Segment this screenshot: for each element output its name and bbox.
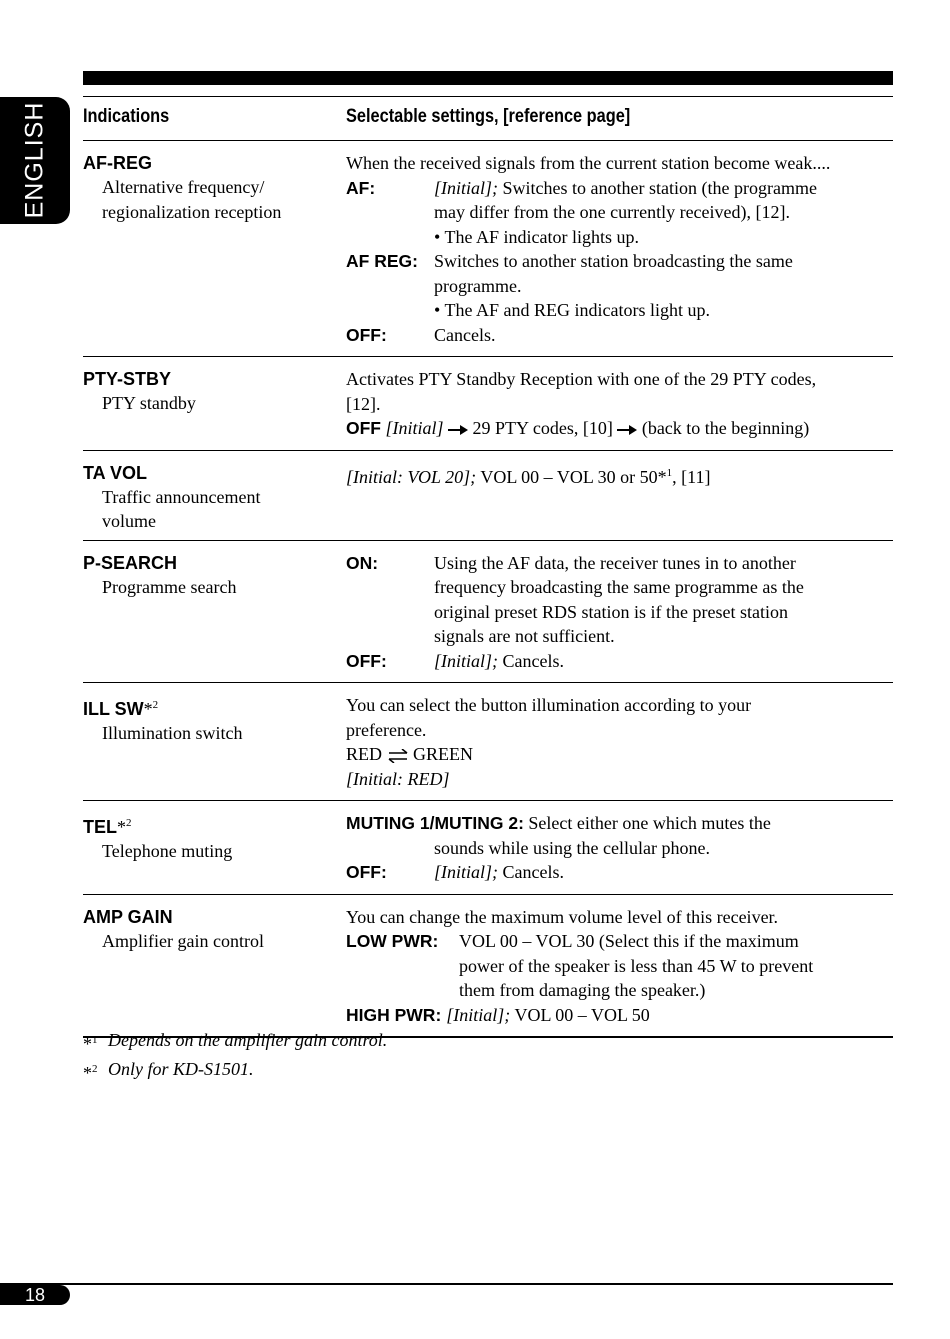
initial-label: [Initial: RED] <box>346 768 450 789</box>
setting-text: (back to the beginning) <box>641 418 810 438</box>
footnote-text: Only for KD-S1501. <box>108 1058 254 1079</box>
footnote-ref: 1 <box>666 466 673 479</box>
footnote-number: 2 <box>92 1062 98 1075</box>
footnote-mark: * <box>83 1034 92 1054</box>
indication-desc: Telephone muting <box>102 841 233 861</box>
initial-label: [Initial]; <box>434 862 499 882</box>
table-row <box>83 541 893 684</box>
setting-text: Cancels. <box>498 650 564 671</box>
footnote-mark: * <box>83 1062 92 1083</box>
setting-text: When the received signals from the current station become weak.... <box>346 153 831 173</box>
setting-text: 29 PTY codes, [10] <box>472 418 613 438</box>
option-key: OFF: <box>346 862 387 882</box>
header-indications: Indications <box>83 106 170 127</box>
page-number: 18 <box>0 1285 70 1305</box>
indication-name: PTY-STBY <box>83 369 172 389</box>
language-tab <box>0 97 70 224</box>
initial-label: [Initial]; <box>434 177 499 198</box>
indication-desc: Illumination switch <box>102 723 243 743</box>
indication-name: TA VOL <box>83 462 147 483</box>
option-key: ON: <box>346 552 379 573</box>
setting-text: RED <box>346 744 382 764</box>
indication-desc: Amplifier gain control <box>102 930 264 951</box>
indication-name: AMP GAIN <box>83 906 173 927</box>
initial-label: [Initial] <box>385 418 444 438</box>
setting-text: preference. <box>346 719 427 740</box>
indication-name: TEL*$^2$ <box>83 817 132 837</box>
footnote <box>83 1057 387 1086</box>
setting-text: VOL 00 – VOL 30 or 50* <box>476 466 667 487</box>
setting-text: GREEN <box>413 744 473 764</box>
indication-name: AF-REG <box>83 153 152 173</box>
option-key: AF REG: <box>346 251 418 271</box>
option-key: OFF <box>346 418 381 438</box>
indication-desc: Programme search <box>102 576 237 597</box>
setting-text: Using the AF data, the receiver tunes in to another <box>434 552 796 573</box>
setting-text: You can change the maximum volume level of this receiver. <box>346 906 779 927</box>
indication-desc: regionalization reception <box>102 201 282 222</box>
toggle-arrows-icon <box>387 749 409 763</box>
setting-text: You can select the button illumination according to your <box>346 695 752 715</box>
table-row <box>83 141 893 357</box>
setting-text: Select either one which mutes the <box>523 813 771 833</box>
footnote-number: 1 <box>92 1034 98 1046</box>
footnote-ref: 2 <box>152 699 159 711</box>
setting-text: Cancels. <box>498 862 564 882</box>
arrow-right-icon <box>617 425 637 435</box>
initial-label: [Initial: VOL 20]; <box>346 466 477 487</box>
indication-desc: Traffic announcement <box>102 486 261 507</box>
setting-text: Cancels. <box>434 324 496 345</box>
setting-text: VOL 00 – VOL 50 <box>510 1004 650 1025</box>
footer-rule <box>0 1283 893 1285</box>
option-key: HIGH PWR: <box>346 1004 442 1025</box>
table-row <box>83 895 893 1039</box>
footnote <box>83 1028 387 1057</box>
table-row <box>83 357 893 451</box>
table-row <box>83 451 893 541</box>
indication-name: ILL SW*$^2$ <box>83 699 159 719</box>
footnotes <box>83 1028 387 1085</box>
setting-text: programme. <box>434 275 522 296</box>
setting-text: power of the speaker is less than 45 W to prevent <box>459 955 814 976</box>
indication-name: P-SEARCH <box>83 552 178 573</box>
setting-text: [12]. <box>346 393 381 414</box>
setting-text: signals are not sufficient. <box>434 626 615 646</box>
header-settings: Selectable settings, [reference page] <box>346 106 631 127</box>
footnote-text: Depends on the amplifier gain control. <box>108 1030 388 1050</box>
setting-text: may differ from the one currently received), [12]. <box>434 202 791 222</box>
option-key: OFF: <box>346 650 387 671</box>
setting-text: them from damaging the speaker.) <box>459 980 706 1000</box>
setting-text: , [11] <box>672 466 711 487</box>
arrow-right-icon <box>448 425 468 435</box>
settings-table <box>83 96 893 1038</box>
header-bar <box>83 71 893 85</box>
setting-text: frequency broadcasting the same programme as the <box>434 577 804 597</box>
setting-text: Activates PTY Standby Reception with one of the 29 PTY codes, <box>346 369 817 389</box>
table-row <box>83 801 893 895</box>
indication-desc: PTY standby <box>102 393 196 413</box>
option-key: MUTING 1/MUTING 2: <box>346 813 524 833</box>
footnote-ref: 2 <box>126 817 132 829</box>
language-label: ENGLISH <box>20 101 49 219</box>
setting-text: original preset RDS station is if the preset station <box>434 601 788 622</box>
option-key: AF: <box>346 177 376 198</box>
setting-text: Switches to another station broadcasting the same <box>434 251 793 271</box>
bullet-text: • The AF and REG indicators light up. <box>434 300 710 320</box>
footnote-mark: * <box>143 699 153 719</box>
bullet-text: • The AF indicator lights up. <box>434 226 639 247</box>
indication-desc: volume <box>102 511 156 531</box>
footnote-mark: * <box>117 817 126 837</box>
option-key: LOW PWR: <box>346 931 439 951</box>
setting-text: VOL 00 – VOL 30 (Select this if the maximum <box>459 931 799 951</box>
setting-text: sounds while using the cellular phone. <box>434 837 710 858</box>
table-header <box>83 97 893 141</box>
initial-label: [Initial]; <box>446 1004 511 1025</box>
table-row <box>83 683 893 801</box>
indication-desc: Alternative frequency/ <box>102 177 265 197</box>
setting-text: Switches to another station (the programme <box>498 177 817 198</box>
option-key: OFF: <box>346 324 387 345</box>
initial-label: [Initial]; <box>434 650 499 671</box>
